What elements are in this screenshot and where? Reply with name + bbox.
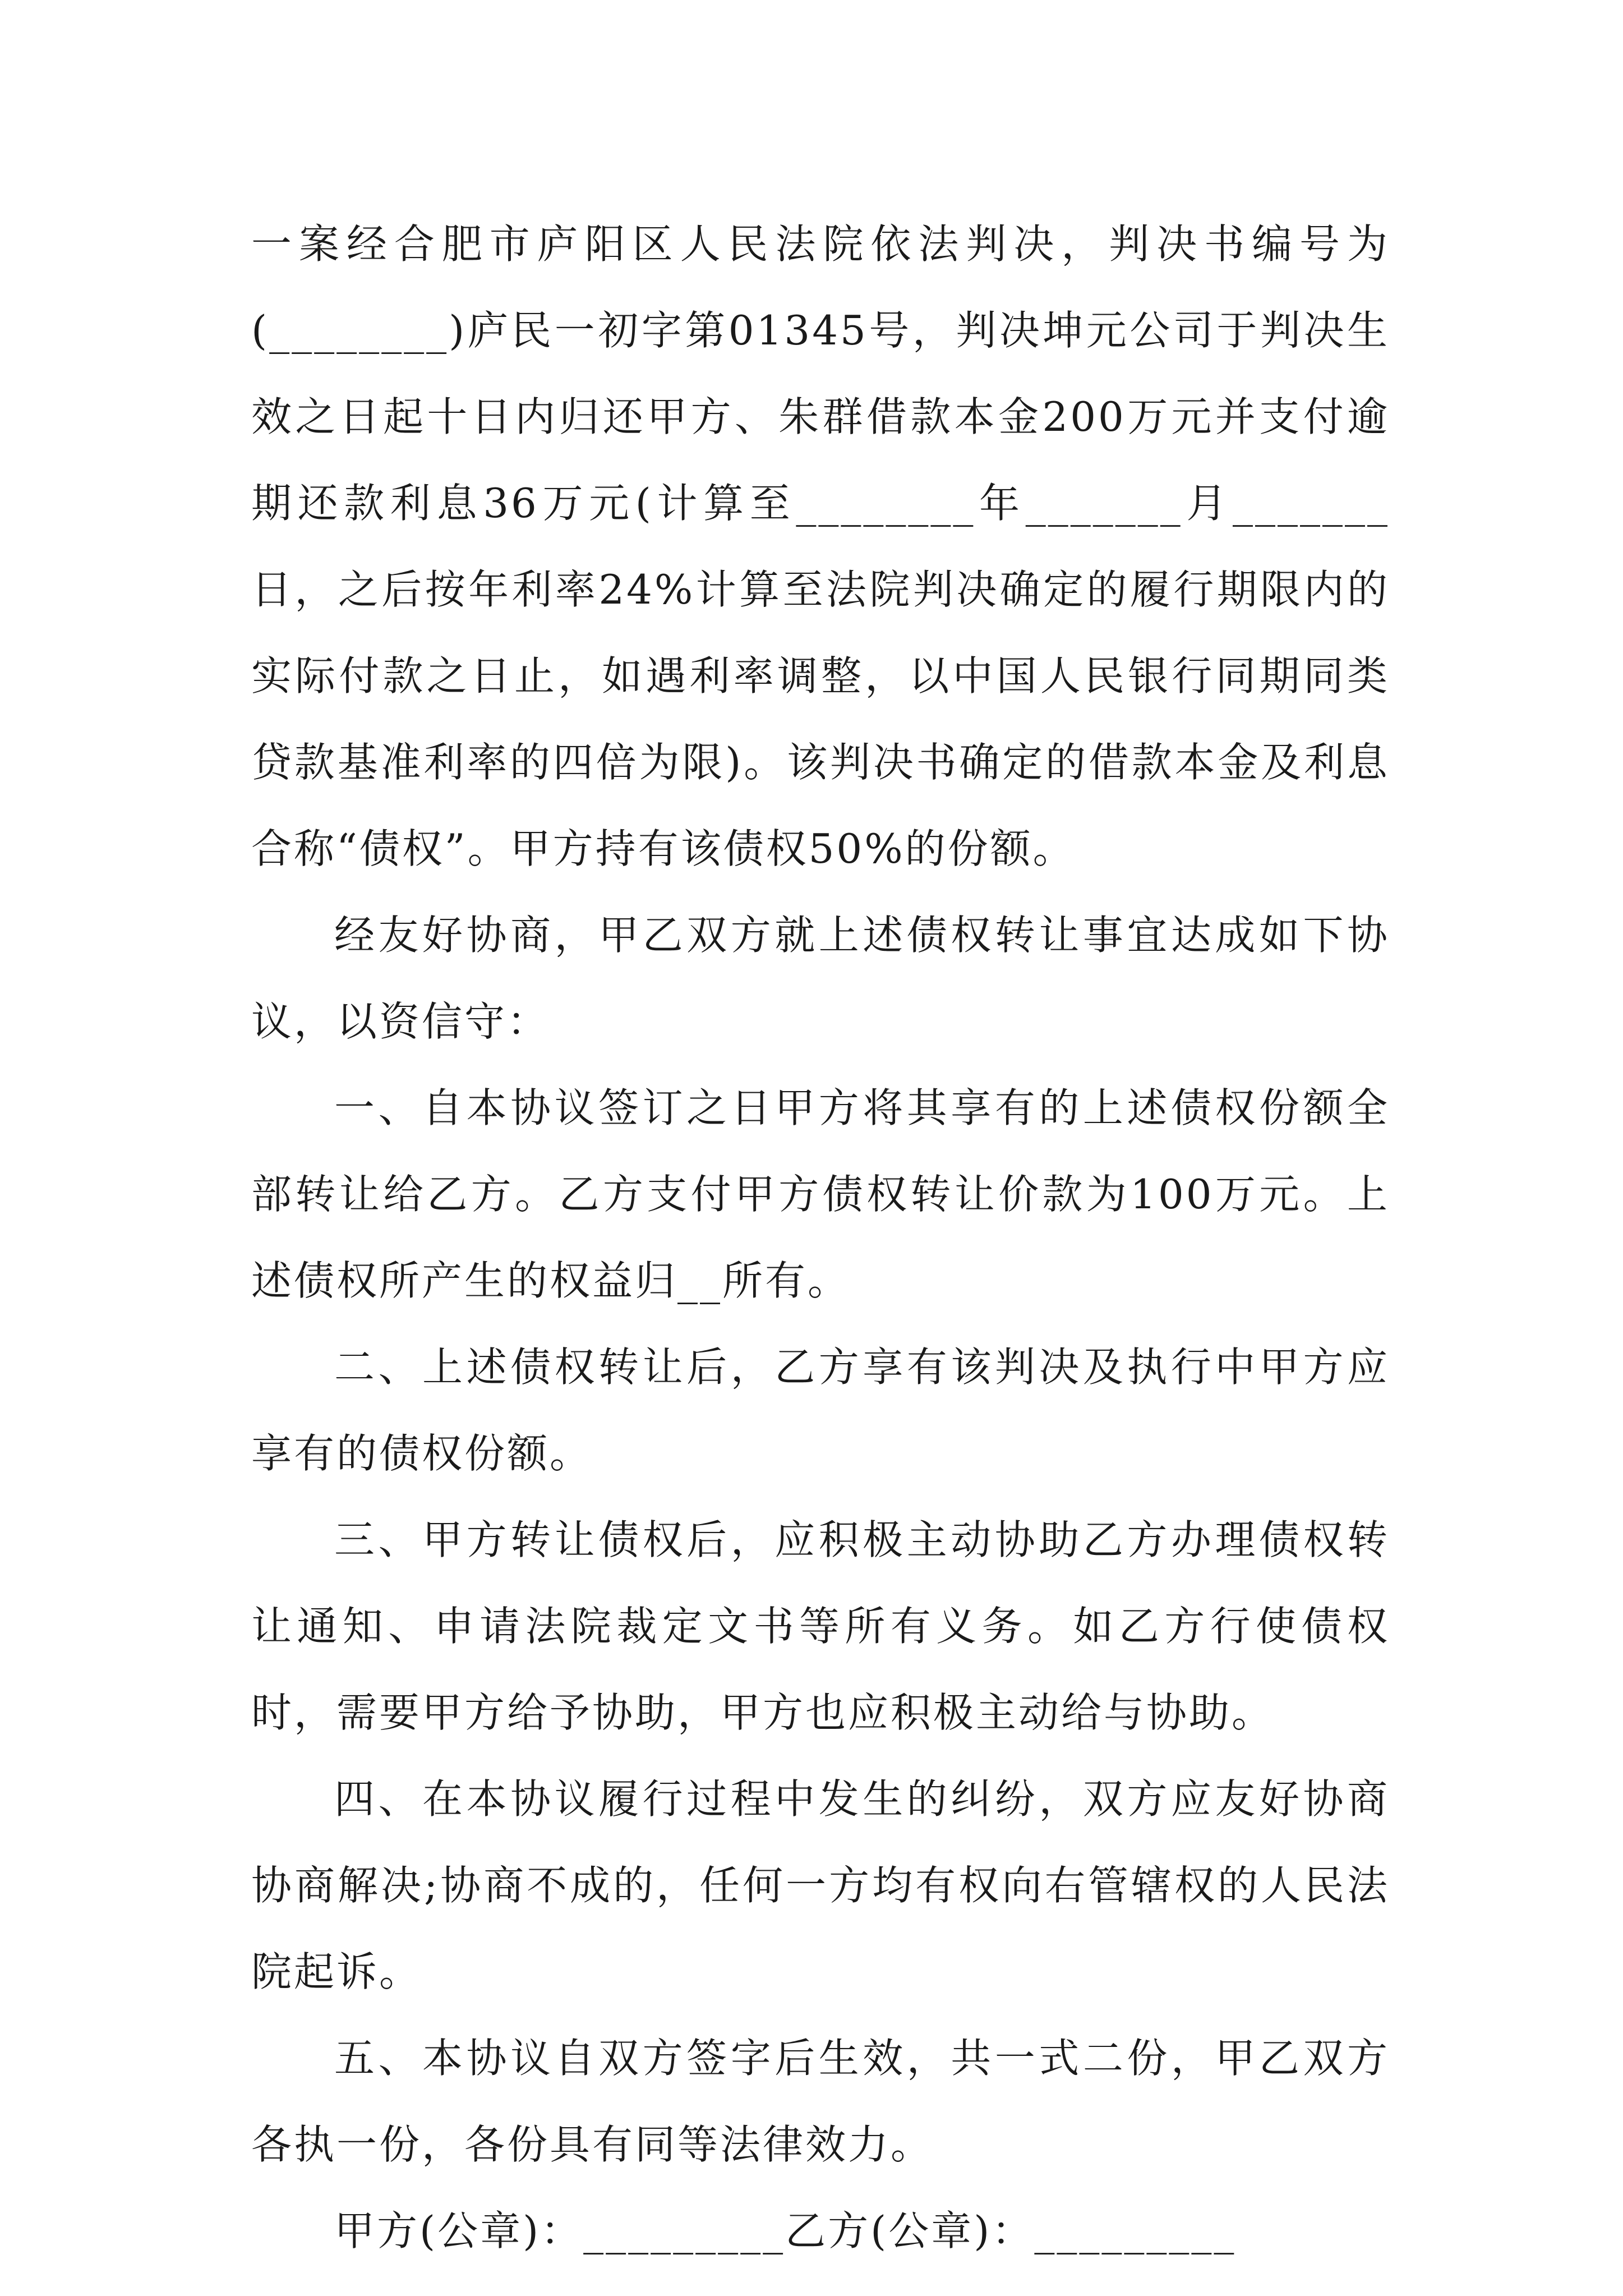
clause-1: 一、自本协议签订之日甲方将其享有的上述债权份额全部转让给乙方。乙方支付甲方债权转让价款为100万元。上述债权所产生的权益归__所有。 <box>251 1084 1390 1304</box>
clause-5: 五、本协议自双方签字后生效，共一式二份，甲乙双方各执一份，各份具有同等法律效力。 <box>251 2035 1390 2168</box>
paragraph-judgment: 一案经合肥市庐阳区人民法院依法判决，判决书编号为(________)庐民一初字第01345号，判决坤元公司于判决生效之日起十日内归还甲方、朱群借款本金200万元并支付逾期还款利息36万元(计算至________年_______月_______日，之后按年利率24%计算至法院判决确定的履行期限内的实际付款之日止，如遇利率调整，以中国人民银行同期同类贷款基准利率的四倍为限)。该判决书确定的借款本金及利息合称“债权”。甲方持有该债权50%的份额。 <box>251 220 1390 872</box>
paragraph-preamble: 经友好协商，甲乙双方就上述债权转让事宜达成如下协议，以资信守： <box>251 912 1390 1045</box>
clause-2: 二、上述债权转让后，乙方享有该判决及执行中甲方应享有的债权份额。 <box>251 1343 1390 1477</box>
signature-line: 甲方(公章)：_________乙方(公章)：_________ <box>334 2207 1237 2254</box>
document-body <box>251 201 1390 2274</box>
clause-4: 四、在本协议履行过程中发生的纠纷，双方应友好协商协商解决;协商不成的，任何一方均有权向右管辖权的人民法院起诉。 <box>251 1775 1390 1995</box>
clause-3: 三、甲方转让债权后，应积极主动协助乙方办理债权转让通知、申请法院裁定文书等所有义务。如乙方行使债权时，需要甲方给予协助，甲方也应积极主动给与协助。 <box>251 1516 1390 1736</box>
